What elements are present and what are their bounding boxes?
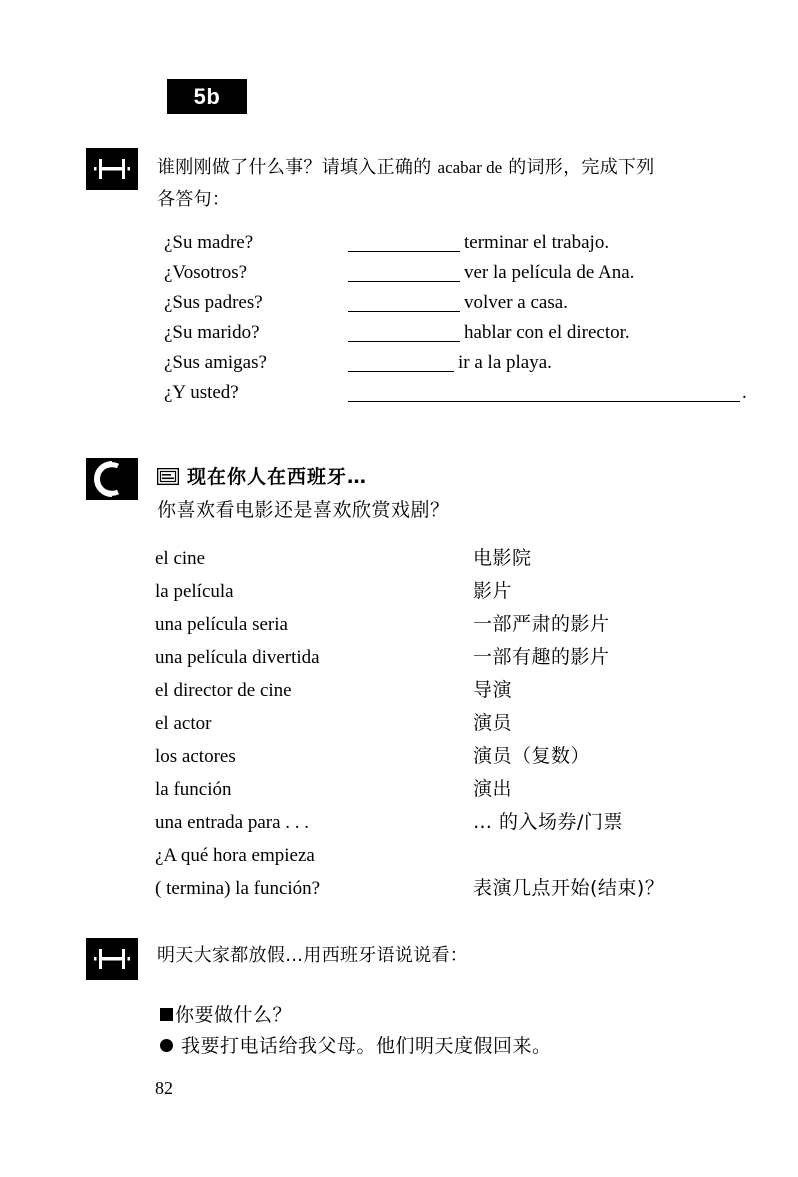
exercise-answer-text: ir a la playa. [458, 352, 552, 373]
vocabulary-list [155, 542, 775, 905]
vocabulary-chinese: 影片 [473, 580, 513, 602]
vocabulary-row [155, 674, 775, 707]
vocabulary-row [155, 806, 775, 839]
vocabulary-chinese: 演出 [473, 778, 513, 800]
exercise-b-heading [157, 462, 367, 490]
vocabulary-row [155, 575, 775, 608]
dialogue-line-question [160, 1000, 760, 1031]
exercise-question: ¿Su marido? [164, 322, 260, 343]
exercise-blank[interactable] [348, 281, 460, 282]
vocabulary-row [155, 740, 775, 773]
exercise-answer-text: terminar el trabajo. [464, 232, 610, 253]
instruction-text-part1: 谁刚刚做了什么事？请填入正确的 [157, 157, 438, 178]
square-bullet-icon [160, 1008, 173, 1021]
vocabulary-spanish: el director de cine [155, 680, 292, 701]
exercise-b-subheading: 你喜欢看电影还是喜欢欣赏戏剧？ [157, 499, 450, 521]
exercise-question: ¿Sus amigas? [164, 352, 267, 373]
exercise-question: ¿Y usted? [164, 382, 239, 403]
exercise-c-dialogue [160, 1000, 760, 1062]
vocabulary-row [155, 641, 775, 674]
dialogue-question-text: 你要做什么？ [175, 1004, 293, 1026]
vocabulary-chinese: 演员 [473, 712, 513, 734]
vocabulary-chinese: 一部严肃的影片 [473, 613, 610, 635]
page-number: 82 [155, 1078, 173, 1098]
exercise-row [164, 318, 774, 348]
vocabulary-row [155, 872, 775, 905]
vocabulary-spanish: una película divertida [155, 647, 320, 668]
vocabulary-chinese: 电影院 [473, 547, 532, 569]
exercise-answer-text: ver la película de Ana. [464, 262, 635, 283]
dialogue-line-answer [160, 1031, 760, 1062]
speech-circle-icon [86, 458, 138, 500]
pen-exercise-icon [86, 148, 138, 190]
exercise-a-instruction [157, 152, 767, 216]
vocabulary-spanish: la película [155, 581, 234, 602]
exercise-blank[interactable] [348, 341, 460, 342]
vocabulary-spanish: los actores [155, 746, 236, 767]
exercise-blank[interactable] [348, 401, 740, 402]
vocabulary-chinese: 一部有趣的影片 [473, 646, 610, 668]
exercise-answer-text: volver a casa. [464, 292, 568, 313]
exercise-b-heading-text: 现在你人在西班牙… [187, 466, 368, 488]
vocabulary-chinese: 演员（复数） [473, 745, 591, 767]
vocabulary-row [155, 839, 775, 872]
vocabulary-chinese: 表演几点开始(结束)？ [473, 877, 665, 899]
exercise-question: ¿Vosotros? [164, 262, 248, 283]
exercise-blank[interactable] [348, 311, 460, 312]
vocabulary-spanish: una película seria [155, 614, 288, 635]
vocabulary-spanish: el actor [155, 713, 212, 734]
exercise-answer-text: . [742, 382, 747, 403]
exercise-answer-text: hablar con el director. [464, 322, 630, 343]
instruction-term: acabar de [437, 158, 503, 177]
exercise-row [164, 378, 774, 408]
exercise-question: ¿Sus padres? [164, 292, 263, 313]
vocabulary-row [155, 542, 775, 575]
exercise-blank[interactable] [348, 371, 454, 372]
book-icon [157, 468, 179, 490]
instruction-text-line2: 各答句： [157, 189, 231, 210]
exercise-question: ¿Su madre? [164, 232, 254, 253]
exercise-blank[interactable] [348, 251, 460, 252]
section-badge: 5b [167, 79, 247, 114]
vocabulary-row [155, 707, 775, 740]
vocabulary-spanish: la función [155, 779, 232, 800]
circle-bullet-icon [160, 1039, 173, 1052]
exercise-row [164, 348, 774, 378]
exercise-row [164, 288, 774, 318]
instruction-text-part2: 的词形，完成下列 [502, 157, 655, 178]
vocabulary-row [155, 608, 775, 641]
vocabulary-spanish: el cine [155, 548, 206, 569]
exercise-c-instruction: 明天大家都放假…用西班牙语说说看： [157, 945, 469, 966]
vocabulary-spanish: ¿A qué hora empieza [155, 845, 315, 866]
pen-exercise-icon [86, 938, 138, 980]
exercise-a-list [164, 228, 774, 408]
exercise-row [164, 228, 774, 258]
vocabulary-spanish: una entrada para . . . [155, 812, 310, 833]
vocabulary-chinese: … 的入场券/门票 [473, 811, 623, 833]
exercise-row [164, 258, 774, 288]
vocabulary-spanish: ( termina) la función? [155, 878, 321, 899]
vocabulary-chinese: 导演 [473, 679, 513, 701]
dialogue-answer-text: 我要打电话给我父母。他们明天度假回来。 [181, 1035, 552, 1057]
vocabulary-row [155, 773, 775, 806]
